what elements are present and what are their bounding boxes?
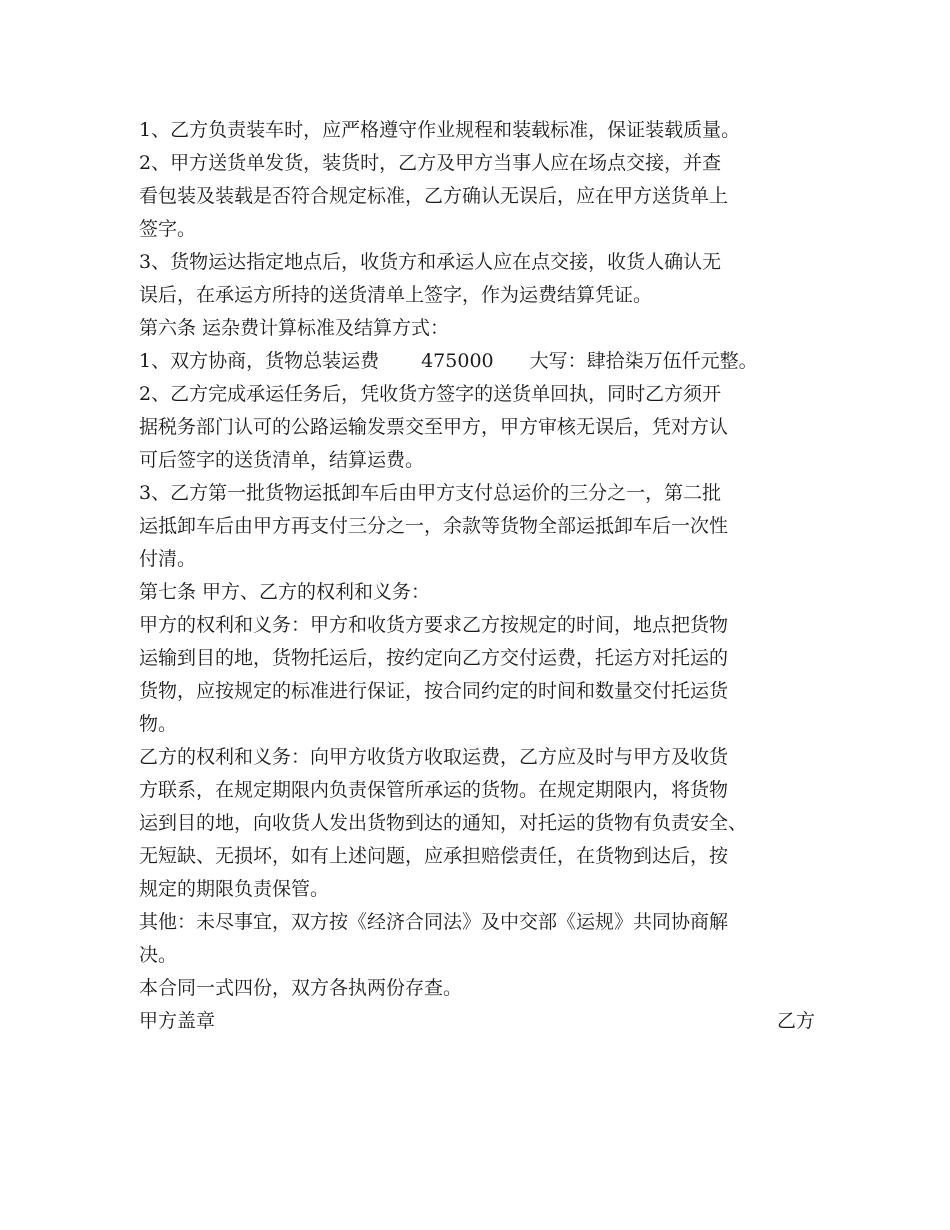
paragraph-line: 签字。 (139, 218, 197, 240)
signature-row (139, 1005, 815, 1038)
paragraph-line: 乙方的权利和义务：向甲方收货方收取运费，乙方应及时与甲方及收货 (139, 746, 729, 768)
document-body (139, 114, 815, 1038)
fee-amount: 475000 (421, 350, 494, 372)
paragraph-line: 运输到目的地，货物托运后，按约定向乙方交付运费，托运方对托运的 (139, 647, 729, 669)
paragraph-line: 看包装及装载是否符合规定标准，乙方确认无误后，应在甲方送货单上 (139, 185, 729, 207)
section-heading: 第七条 甲方、乙方的权利和义务： (139, 581, 431, 603)
paragraph-line: 据税务部门认可的公路运输发票交至甲方，甲方审核无误后，凭对方认 (139, 416, 729, 438)
paragraph-line: 方联系，在规定期限内负责保管所承运的货物。在规定期限内，将货物 (139, 779, 729, 801)
paragraph-line: 3、货物运达指定地点后，收货方和承运人应在点交接，收货人确认无 (139, 251, 722, 273)
party-a-seal-label: 甲方盖章 (139, 1010, 216, 1032)
paragraph-line: 货物，应按规定的标准进行保证，按合同约定的时间和数量交付托运货 (139, 680, 729, 702)
paragraph-line: 规定的期限负责保管。 (139, 878, 330, 900)
paragraph-line: 决。 (139, 944, 178, 966)
party-b-label: 乙方 (776, 1010, 815, 1032)
paragraph-line: 2、甲方送货单发货，装货时，乙方及甲方当事人应在场点交接，并查 (139, 152, 722, 174)
section-heading: 第六条 运杂费计算标准及结算方式： (139, 317, 450, 339)
paragraph-line: 本合同一式四份，双方各执两份存查。 (139, 977, 463, 999)
paragraph-line: 甲方的权利和义务：甲方和收货方要求乙方按规定的时间，地点把货物 (139, 614, 729, 636)
paragraph-line: 付清。 (139, 548, 197, 570)
paragraph-line: 物。 (139, 713, 178, 735)
paragraph-line: 运到目的地，向收货人发出货物到达的通知，对托运的货物有负责安全、 (139, 812, 748, 834)
paragraph-line: 无短缺、无损坏，如有上述问题，应承担赔偿责任，在货物到达后，按 (139, 845, 729, 867)
paragraph-line: 3、乙方第一批货物运抵卸车后由甲方支付总运价的三分之一，第二批 (139, 482, 722, 504)
fee-capital: 大写：肆拾柒万伍仟元整。 (529, 350, 758, 372)
fee-line (139, 345, 815, 378)
paragraph-line: 2、乙方完成承运任务后，凭收货方签字的送货单回执，同时乙方须开 (139, 383, 722, 405)
paragraph-line: 误后，在承运方所持的送货清单上签字，作为运费结算凭证。 (139, 284, 653, 306)
fee-label: 1、双方协商，货物总装运费 (139, 350, 380, 372)
paragraph-line: 1、乙方负责装车时，应严格遵守作业规程和装载标准，保证装载质量。 (139, 119, 741, 141)
paragraph-line: 可后签字的送货清单，结算运费。 (139, 449, 425, 471)
paragraph-line: 运抵卸车后由甲方再支付三分之一，余款等货物全部运抵卸车后一次性 (139, 515, 729, 537)
paragraph-line: 其他：未尽事宜，双方按《经济合同法》及中交部《运规》共同协商解 (139, 911, 729, 933)
